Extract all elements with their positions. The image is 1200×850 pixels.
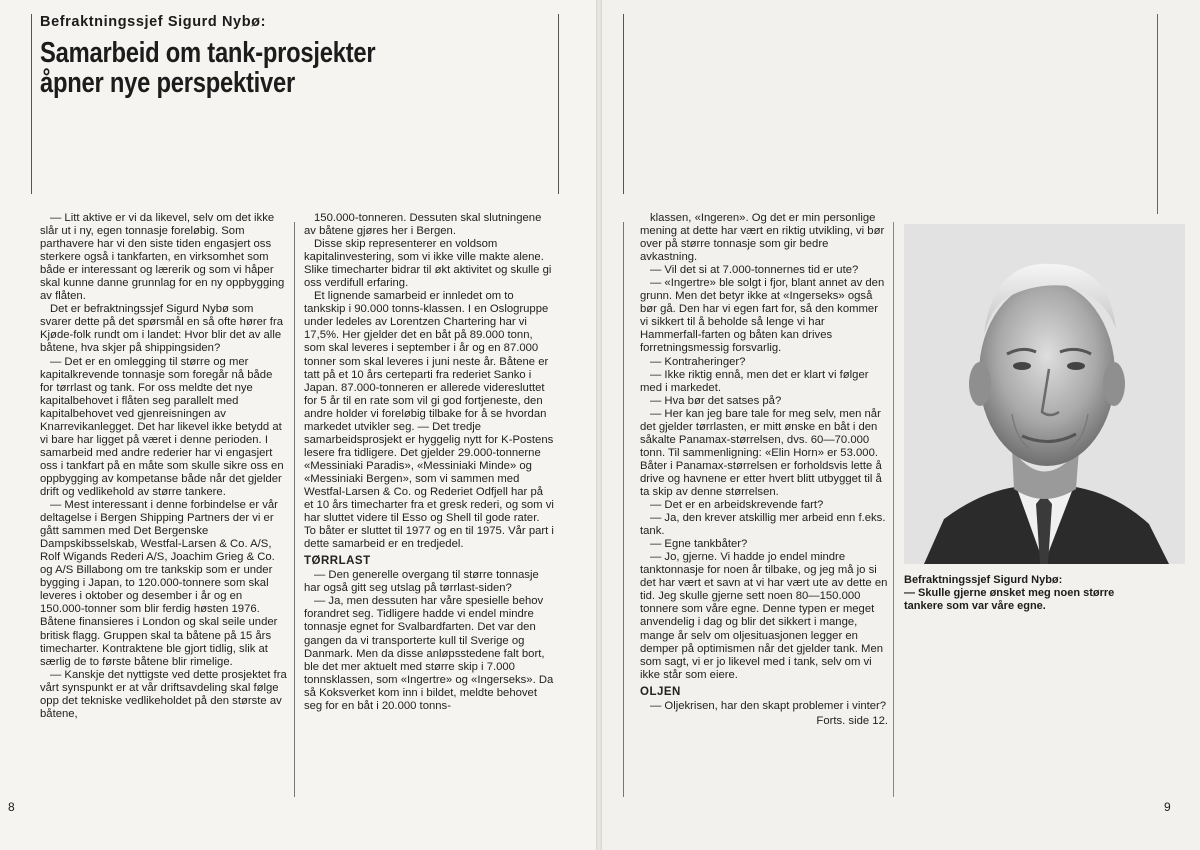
paragraph: klassen, «Ingeren». Og det er min personlige mening at dette har vært en riktig utvikling, vi bør over på større tonnasje som gir bedre avkastning. (640, 212, 885, 264)
text-column-3-part-2 (640, 700, 888, 713)
rule-right-page-left (623, 14, 624, 194)
rule-right-page-edge (1157, 14, 1158, 214)
paragraph: — Oljekrisen, har den skapt problemer i vinter? (650, 699, 887, 712)
paragraph: — Vil det si at 7.000-tonnernes tid er ute? (650, 264, 859, 277)
text-column-1 (40, 212, 287, 721)
text-column-3 (640, 212, 888, 728)
paragraph: Det er befraktningssjef Sigurd Nybø som svarer dette på det spørsmål en så ofte hører fra Kjøde-folk rundt om i landet: Hvor blir det av alle båtene, hva skjer på shippingsiden? (40, 303, 283, 355)
subhead-oljen: OLJEN (640, 685, 681, 698)
headline-line-2: åpner nye perspektiver (40, 67, 295, 99)
paragraph: — Den generelle overgang til større tonnasje har også gitt seg utslag på tørrlast-siden? (304, 569, 539, 595)
article-headline (40, 38, 450, 98)
caption-line-3: tankere som var våre egne. (904, 600, 1046, 612)
caption-line-2: — Skulle gjerne ønsket meg noen større (904, 587, 1115, 599)
caption-line-1: Befraktningssjef Sigurd Nybø: (904, 574, 1063, 586)
portrait-photo (904, 224, 1185, 564)
text-column-2-part-1 (304, 212, 554, 551)
paragraph: — Det er en omlegging til større og mer kapitalkrevende tonnasje som foregår nå både for tørrlast og tank. For oss meldte det nye kapitalbehovet i flåten seg parallelt med kapitalbehovet ved gjenreisningen av Knarrevikanlegget. Det har likevel ikke betydd at vi bare har ligget på været i denne perioden. I samarbeid med andre rederier har vi engasjert oss i tankfart på en måte som skulle sikre oss en oppbygging av kompetanse både når det gjelder drift og vedlikehold av større tankere. (40, 355, 284, 498)
paragraph: — Ikke riktig ennå, men det er klart vi følger med i markedet. (640, 368, 869, 394)
continued-note: Forts. side 12. (816, 714, 888, 727)
paragraph: — Ja, men dessuten har våre spesielle behov forandret seg. Tidligere hadde vi endel mindre tonnasje egnet for Svalbardfarten. Det var den gangen da vi transporterte kull til Sverige og Danmark. Men da disse anløpsstedene falt bort, ble det mer aktuelt med større skip i 7.000 tonnsklassen, som «Ingertre» og «Ingerseks». Da så Koksverket kom inn i bildet, meldte behovet seg for en båt i 20.000 tonns- (304, 595, 554, 712)
paragraph: — Egne tankbåter? (650, 538, 748, 551)
article-kicker: Befraktningssjef Sigurd Nybø: (40, 14, 267, 30)
paragraph: — Jo, gjerne. Vi hadde jo endel mindre tanktonnasje for noen år tilbake, og jeg må jo si det har vært et savn at vi har vært ute av dette en tid. Jeg skulle gjerne sett noen 80—150.000 tonnere som våre egne. Denne typen er meget anvendelig i dag og blir det sikkert i mange, mange år selv om oljesituasjonen legger en demper på optimismen når det gjelder tank. Men som sagt, vi er jo likevel med i tank, selv om vi ikke står som eiere. (640, 551, 888, 681)
paragraph: — «Ingertre» ble solgt i fjor, blant annet av den grunn. Men det betyr ikke at «Ingerseks» også bør gå. Den har vi egen fart for, så den kommer vi sikkert til å beholde så lenge vi har Hammerfall-farten og båten kan drives forretningsmessig forsvarlig. (640, 277, 885, 355)
paragraph: — Mest interessant i denne forbindelse er vår deltagelse i Bergen Shipping Partners der vi er gått sammen med Det Bergenske Dampskibsselskab, Westfal-Larsen & Co. A/S, Rolf Wigands Rederi A/S, Joachim Grieg & Co. og A/S Billabong om tre tankskip som er under bygging i Japan, to 120.000-tonnere som skal leveres i oktober og desember i år og en 150.000-tonner som blir ferdig høsten 1976. Båtene finansieres i London og skal seile under britisk flagg. Gruppen skal ta båtene på 15 års timecharter. Kontraktene ble gjort tidlig, slik at særlig de to første båtene blir rimelige. (40, 499, 278, 668)
paragraph: — Hva bør det satses på? (650, 394, 782, 407)
rule-column-divider-2 (623, 222, 624, 797)
subhead-torrlast: TØRRLAST (304, 555, 371, 568)
paragraph: — Ja, den krever atskillig mer arbeid enn f.eks. tank. (640, 512, 886, 538)
paragraph: — Det er en arbeidskrevende fart? (650, 499, 824, 512)
paragraph: — Her kan jeg bare tale for meg selv, men når det gjelder tørrlasten, er mitt ønske en båt i den såkalte Panamax-størrelsen, dvs. 60—70.000 tonn. Til sammenligning: «Elin Horn» er 53.000. Båter i Panamax-størrelsen er forholdsvis lette å drive og havnene er etter hvert blitt utbygget til å ta skip av denne størrelsen. (640, 407, 882, 498)
paragraph: Disse skip representerer en voldsom kapitalinvestering, som vi ikke ville makte alene. Slike timecharter bidrar til økt aktivitet og skulle gi oss verdifull erfaring. (304, 238, 552, 290)
headline-line-1: Samarbeid om tank-prosjekter (40, 37, 376, 69)
rule-column-divider-1 (294, 222, 295, 797)
paragraph: — Kanskje det nyttigste ved dette prosjektet fra vårt synspunkt er at vår driftsavdeling skal følge opp det tekniske vedlikeholdet på den største av båtene, (40, 668, 287, 720)
text-column-2-part-2 (304, 569, 554, 713)
rule-left-center (558, 14, 559, 194)
photo-caption (904, 574, 1189, 613)
text-column-2 (304, 212, 554, 713)
rule-photo-column (893, 222, 894, 797)
paragraph: Et lignende samarbeid er innledet om to tankskip i 90.000 tonns-klassen. I en Oslogruppe under ledeles av Lorentzen Chartering har vi 17,5%. Her gjelder det en båt på 89.000 tonn, som skal leveres i september i år og en 87.000 tonner som skal leveres i juni neste år. Båtene er tatt på et 10 års certeparti fra rederiet Sanko i Japan. 87.000-tonneren er allerede videresluttet for 5 år til en rate som vil gi god fortjeneste, den andre holder vi foreløbig tilbake for å se hvordan markedet utvikler seg. — Det tredje samarbeidsprosjekt er hyggelig nytt for K-Postens lesere fra tidligere. Det gjelder 29.000-tonnerne «Messiniaki Paradis», «Messiniaki Minde» og «Messiniaki Bergen», som vi sammen med Westfal-Larsen & Co. og Rederiet Odfjell har på et 10 års timecharter fra et gresk rederi, og som vi har sluttet videre til Esso og Shell til gode rater. To båter er sluttet til 1977 og en til 1975. Vår part i dette samarbeid er en tredjedel. (304, 290, 554, 551)
paragraph: — Litt aktive er vi da likevel, selv om det ikke slår ut i ny, egen tonnasje foreløbig. Som parthavere har vi den siste tiden engasjert oss sterkere også i tankfarten, en virksomhet som både er interessant og lærerik og som vi håper skal kunne danne grunnlag for en ny oppbygging av flåten. (40, 212, 285, 303)
text-column-3-part-1 (640, 212, 888, 682)
page-gutter (596, 0, 602, 850)
rule-left-margin (31, 14, 32, 194)
page-number-left: 8 (8, 800, 15, 814)
page-number-right: 9 (1164, 800, 1171, 814)
paragraph: — Kontraheringer? (650, 355, 746, 368)
paragraph: 150.000-tonneren. Dessuten skal slutningene av båtene gjøres her i Bergen. (304, 212, 542, 238)
portrait-illustration (904, 224, 1185, 564)
